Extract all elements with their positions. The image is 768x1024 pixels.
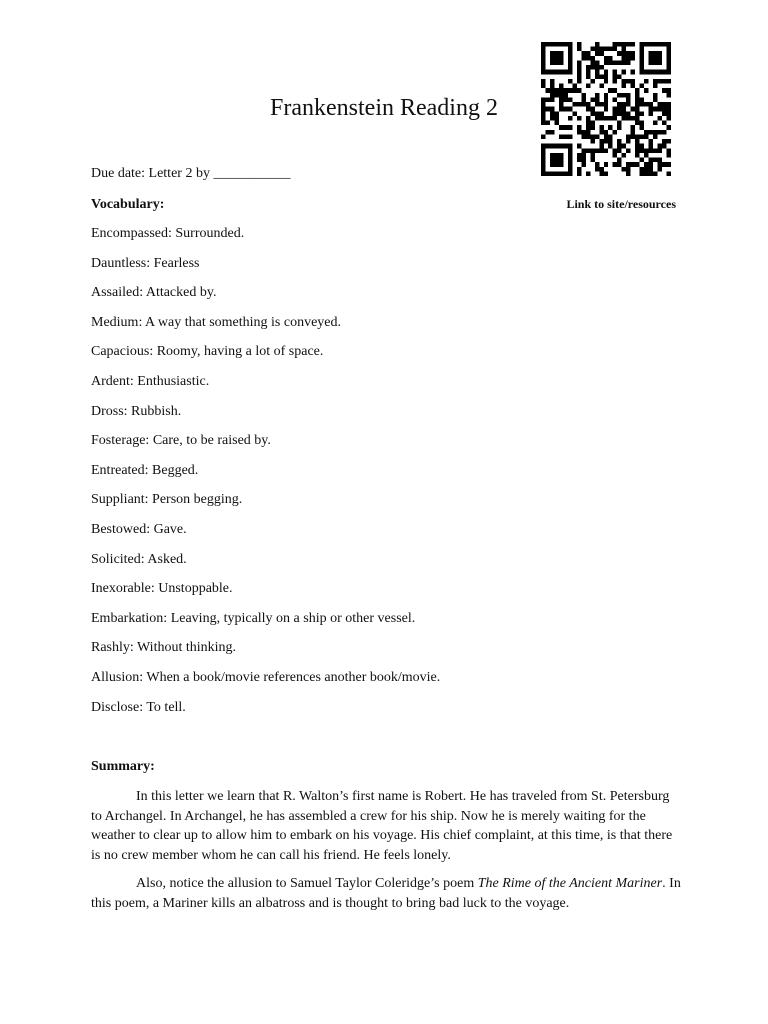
vocab-item: Rashly: Without thinking. xyxy=(91,640,237,656)
vocab-item: Bestowed: Gave. xyxy=(91,521,187,537)
vocab-item: Suppliant: Person begging. xyxy=(91,492,243,508)
poem-title: The Rime of the Ancient Mariner xyxy=(477,876,663,891)
summary-paragraph-1: In this letter we learn that R. Walton’s first name is Robert. He has traveled from St. Petersburg to Archangel. In Archangel, he has assembled a crew for his ship. Now he is merely waiting for the weather to clear up to allow him to embark on his voyage. His chief complaint, at this time, is that there is no crew member whom he can call his friend. He feels lonely. xyxy=(91,789,673,863)
vocab-item: Disclose: To tell. xyxy=(91,699,186,715)
vocab-item: Embarkation: Leaving, typically on a ship or other vessel. xyxy=(91,610,416,626)
vocab-item: Encompassed: Surrounded. xyxy=(91,226,245,241)
vocab-item: Entreated: Begged. xyxy=(91,462,199,478)
paragraph-2-text: Also, notice the allusion to Samuel Taylor Coleridge’s poem xyxy=(136,876,478,891)
vocabulary-list xyxy=(91,225,440,728)
vocabulary-heading: Vocabulary: xyxy=(91,197,165,212)
vocab-item: Dross: Rubbish. xyxy=(91,403,182,419)
vocab-item: Allusion: When a book/movie references another book/movie. xyxy=(91,669,441,685)
vocab-item: Dauntless: Fearless xyxy=(91,255,200,271)
page-title: Frankenstein Reading 2 xyxy=(270,95,498,121)
vocab-item: Fosterage: Care, to be raised by. xyxy=(91,433,271,449)
vocab-item: Ardent: Enthusiastic. xyxy=(91,373,210,389)
qr-code[interactable] xyxy=(541,42,671,176)
vocab-item: Inexorable: Unstoppable. xyxy=(91,581,233,597)
vocab-item: Assailed: Attacked by. xyxy=(91,285,217,301)
summary-paragraph-2 xyxy=(91,874,681,913)
vocab-item: Medium: A way that something is conveyed. xyxy=(91,314,342,330)
due-date: Due date: Letter 2 by ___________ xyxy=(91,166,291,181)
summary-heading: Summary: xyxy=(91,759,155,774)
qr-caption: Link to site/resources xyxy=(566,197,676,211)
vocab-item: Solicited: Asked. xyxy=(91,551,187,567)
vocab-item: Capacious: Roomy, having a lot of space. xyxy=(91,344,324,360)
paragraph-2-text-end: . In this poem, a Mariner kills an albatross and is thought to bring bad luck to the voyage. xyxy=(91,876,681,911)
